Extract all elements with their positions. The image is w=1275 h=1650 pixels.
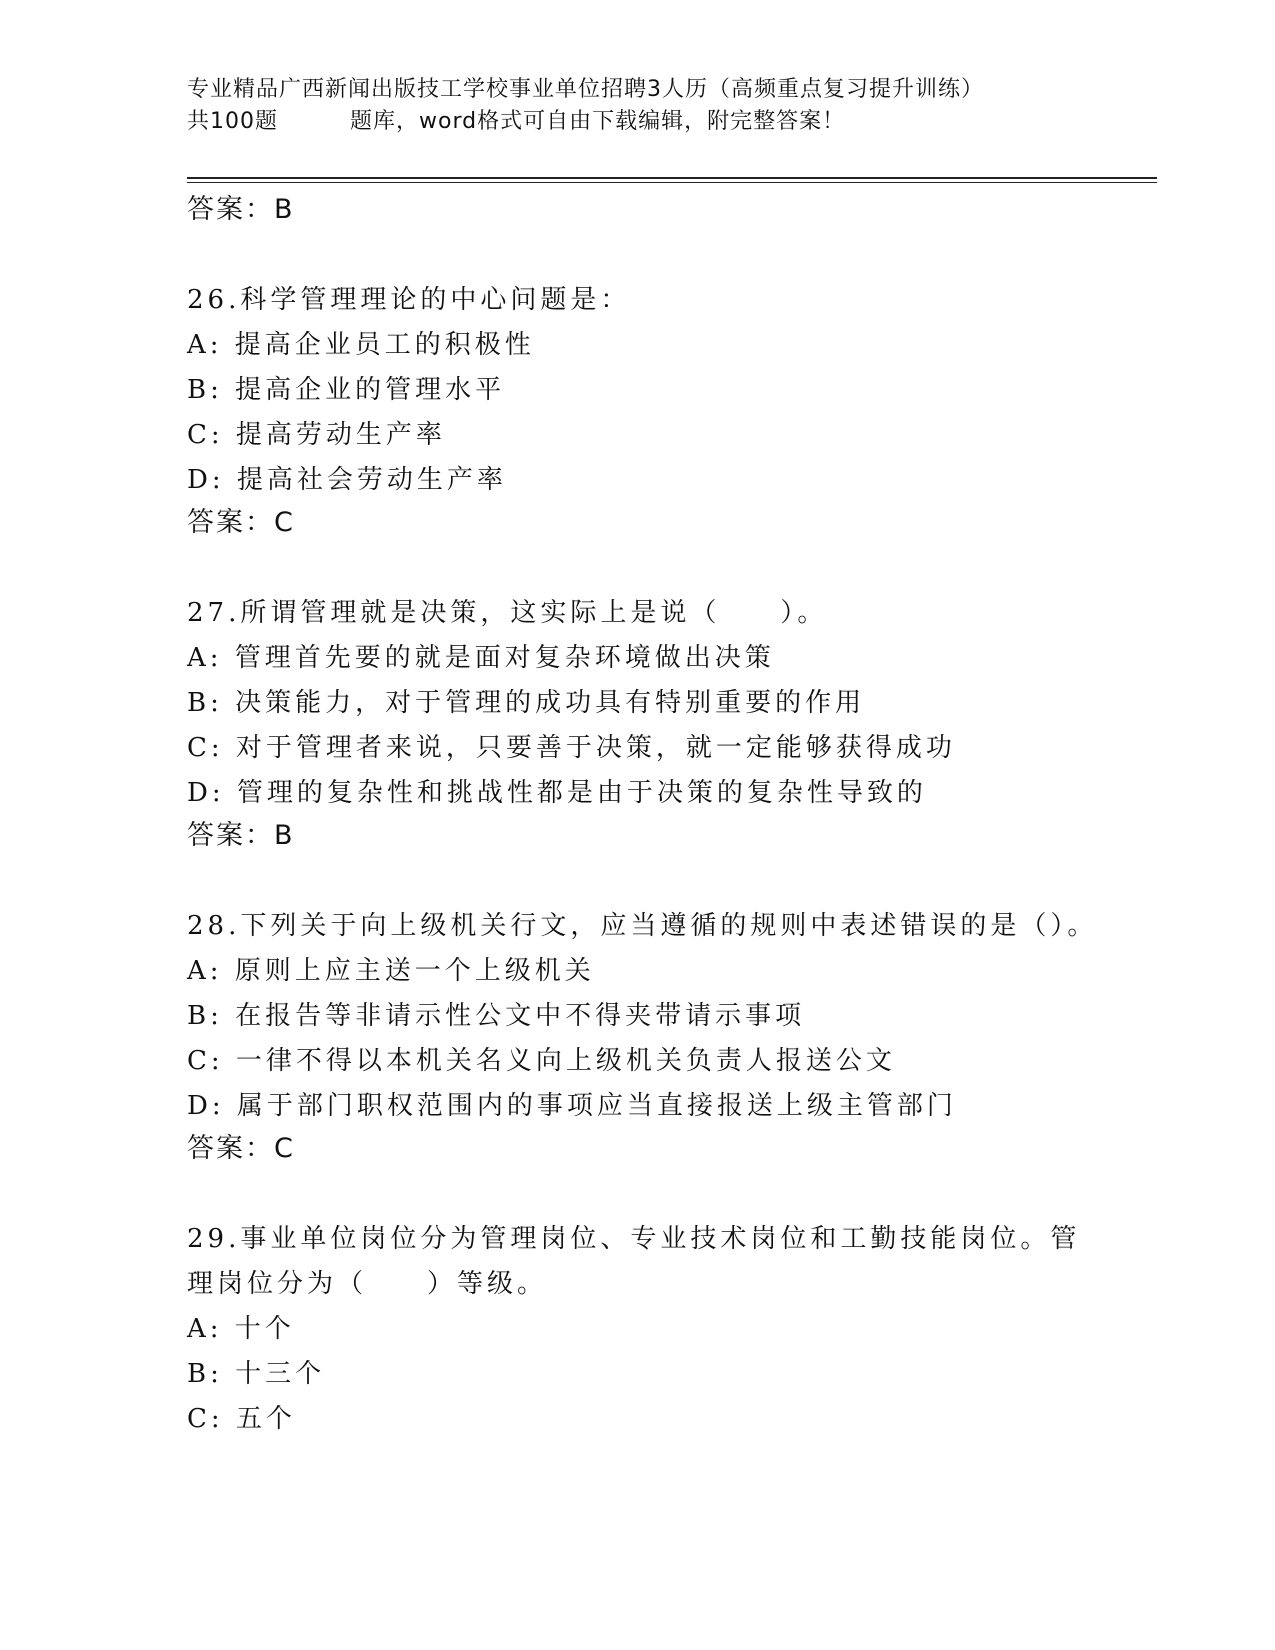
header-divider-thick bbox=[187, 177, 1157, 179]
header-divider-thin bbox=[187, 182, 1157, 183]
question-block bbox=[187, 591, 1107, 856]
header-title: 专业精品广西新闻出版技工学校事业单位招聘3人历（高频重点复习提升训练） bbox=[187, 77, 984, 102]
option-c: C: 对于管理者来说，只要善于决策，就一定能够获得成功 bbox=[187, 733, 956, 763]
question-block bbox=[187, 278, 1107, 543]
header-subtitle bbox=[187, 106, 1087, 138]
answer-line: 答案：C bbox=[187, 507, 295, 538]
answer-line: 答案：C bbox=[187, 1133, 295, 1164]
option-a: A: 管理首先要的就是面对复杂环境做出决策 bbox=[187, 643, 775, 673]
question-block bbox=[187, 1217, 1107, 1442]
question-block bbox=[187, 904, 1107, 1169]
question-stem: 26.科学管理理论的中心问题是： bbox=[187, 285, 631, 315]
option-b: B: 决策能力，对于管理的成功具有特别重要的作用 bbox=[187, 688, 866, 718]
header-note: 题库，word格式可自由下载编辑，附完整答案！ bbox=[350, 109, 846, 134]
option-a: A: 十个 bbox=[187, 1314, 295, 1344]
question-stem: 27.所谓管理就是决策，这实际上是说（ ）。 bbox=[187, 598, 828, 628]
option-b: B: 在报告等非请示性公文中不得夹带请示事项 bbox=[187, 1001, 806, 1031]
option-c: C: 一律不得以本机关名义向上级机关负责人报送公文 bbox=[187, 1046, 896, 1076]
option-a: A: 提高企业员工的积极性 bbox=[187, 330, 535, 360]
option-d: D: 提高社会劳动生产率 bbox=[187, 465, 507, 495]
option-d: D: 管理的复杂性和挑战性都是由于决策的复杂性导致的 bbox=[187, 778, 927, 808]
answer-line: 答案：B bbox=[187, 194, 295, 225]
question-stem: 28.下列关于向上级机关行文，应当遵循的规则中表述错误的是（）。 bbox=[187, 911, 1098, 941]
question-stem: 29.事业单位岗位分为管理岗位、专业技术岗位和工勤技能岗位。管理岗位分为（ ）等级。 bbox=[187, 1224, 1081, 1299]
option-b: B: 提高企业的管理水平 bbox=[187, 375, 506, 405]
page-header bbox=[187, 74, 1087, 138]
answer-line: 答案：B bbox=[187, 820, 295, 851]
option-b: B: 十三个 bbox=[187, 1359, 326, 1389]
option-a: A: 原则上应主送一个上级机关 bbox=[187, 956, 595, 986]
option-c: C: 五个 bbox=[187, 1404, 296, 1434]
question-list bbox=[187, 190, 1107, 1442]
header-count: 共100题 bbox=[187, 109, 278, 134]
option-d: D: 属于部门职权范围内的事项应当直接报送上级主管部门 bbox=[187, 1091, 957, 1121]
option-c: C: 提高劳动生产率 bbox=[187, 420, 446, 450]
